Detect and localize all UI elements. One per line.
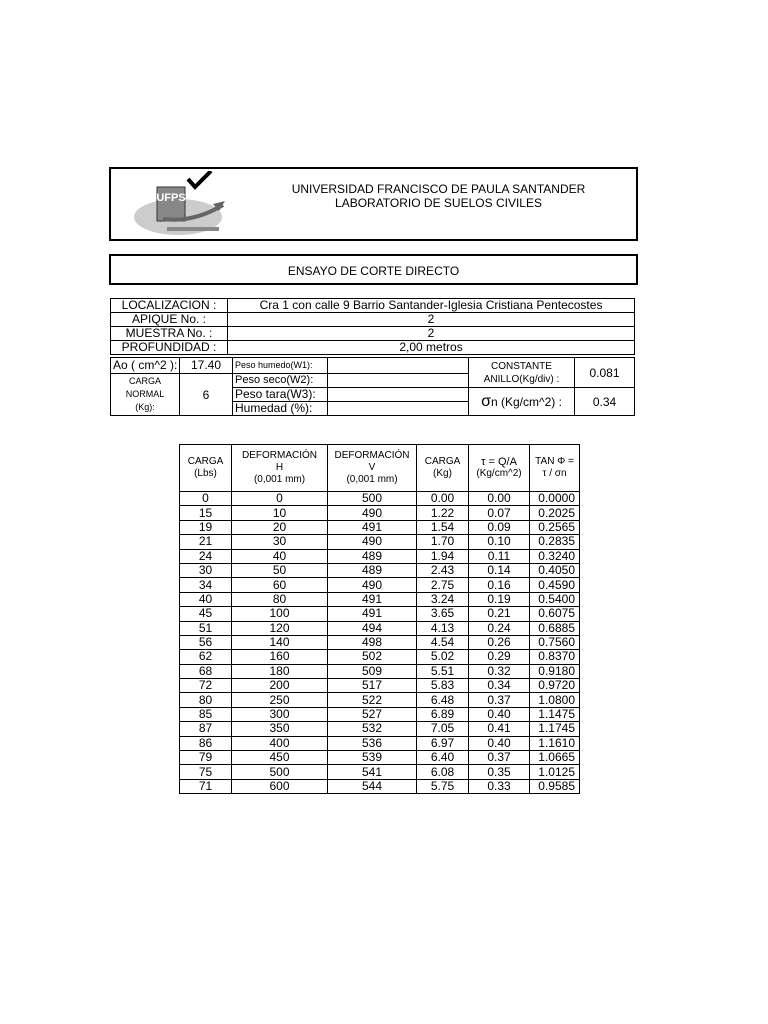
localizacion-label: LOCALIZACION :: [111, 299, 228, 313]
muestra-value: 2: [228, 327, 635, 341]
table-row: [180, 707, 580, 721]
table-cell: 5.51: [417, 664, 469, 678]
peso-seco-value: [328, 374, 469, 388]
table-cell: 0.37: [469, 693, 530, 707]
constante-label-cell: CONSTANTE ANILLO(Kg/div) :: [469, 358, 575, 388]
table-cell: 86: [180, 736, 232, 750]
muestra-label: MUESTRA No. :: [111, 327, 228, 341]
header-carga-lbs: CARGA (Lbs): [180, 445, 232, 492]
table-cell: 0.14: [469, 563, 530, 577]
table-cell: 0.07: [469, 506, 530, 520]
ufps-logo: [133, 171, 233, 237]
table-cell: 502: [328, 650, 417, 664]
table-cell: 0.6075: [530, 607, 580, 621]
table-cell: 350: [232, 722, 328, 736]
table-cell: 6.97: [417, 736, 469, 750]
table-cell: 6.40: [417, 751, 469, 765]
direct-shear-data-table: [179, 444, 580, 794]
table-cell: 19: [180, 520, 232, 534]
table-row: [180, 664, 580, 678]
table-cell: 40: [232, 549, 328, 563]
localizacion-value: Cra 1 con calle 9 Barrio Santander-Iglesia Cristiana Pentecostes: [228, 299, 635, 313]
table-cell: 0.11: [469, 549, 530, 563]
table-row: [180, 621, 580, 635]
table-cell: 62: [180, 650, 232, 664]
table-cell: 491: [328, 607, 417, 621]
table-cell: 2.43: [417, 563, 469, 577]
table-row: [180, 722, 580, 736]
header-deformacion-v: DEFORMACIÓN V (0,001 mm): [328, 445, 417, 492]
table-cell: 489: [328, 563, 417, 577]
table-cell: 200: [232, 679, 328, 693]
table-cell: 0.21: [469, 607, 530, 621]
table-cell: 140: [232, 635, 328, 649]
table-cell: 500: [328, 492, 417, 506]
header-tau: τ = Q/A (Kg/cm^2): [469, 445, 530, 492]
profundidad-value: 2,00 metros: [228, 341, 635, 355]
header-carga-kg: CARGA (Kg): [417, 445, 469, 492]
carga-normal-label: CARGA NORMAL (Kg):: [111, 374, 180, 416]
table-cell: 494: [328, 621, 417, 635]
table-cell: 15: [180, 506, 232, 520]
table-cell: 6.08: [417, 765, 469, 779]
table-cell: 600: [232, 779, 328, 793]
peso-humedo-label-cell: Peso humedo(W1):: [233, 358, 328, 374]
table-cell: 79: [180, 751, 232, 765]
table-cell: 0.26: [469, 635, 530, 649]
table-cell: 0.9180: [530, 664, 580, 678]
table-cell: 0.19: [469, 592, 530, 606]
table-cell: 0.33: [469, 779, 530, 793]
table-cell: 4.54: [417, 635, 469, 649]
table-cell: 0.2835: [530, 535, 580, 549]
apique-value: 2: [228, 313, 635, 327]
table-cell: 0.3240: [530, 549, 580, 563]
sample-info-table-lower: [110, 357, 635, 416]
table-cell: 532: [328, 722, 417, 736]
table-cell: 1.1745: [530, 722, 580, 736]
table-row: [180, 693, 580, 707]
table-cell: 68: [180, 664, 232, 678]
table-body: [180, 492, 580, 794]
carga-normal-value: 6: [180, 374, 233, 416]
table-cell: 300: [232, 707, 328, 721]
table-cell: 0.41: [469, 722, 530, 736]
peso-seco-label: Peso seco(W2):: [233, 374, 328, 388]
table-cell: 10: [232, 506, 328, 520]
sigma-n-value: 0.34: [575, 388, 635, 416]
table-cell: 1.0800: [530, 693, 580, 707]
table-row: [180, 779, 580, 793]
table-cell: 56: [180, 635, 232, 649]
table-cell: 5.75: [417, 779, 469, 793]
table-row: [180, 736, 580, 750]
table-cell: 71: [180, 779, 232, 793]
table-cell: 1.0125: [530, 765, 580, 779]
table-cell: 50: [232, 563, 328, 577]
peso-tara-label: Peso tara(W3):: [233, 388, 328, 402]
table-cell: 4.13: [417, 621, 469, 635]
table-cell: 0.37: [469, 751, 530, 765]
table-cell: 1.22: [417, 506, 469, 520]
table-cell: 45: [180, 607, 232, 621]
table-cell: 450: [232, 751, 328, 765]
header-tan-phi: TAN Φ = τ / σn: [530, 445, 580, 492]
table-cell: 1.94: [417, 549, 469, 563]
table-row: [180, 520, 580, 534]
table-row: [180, 578, 580, 592]
humedad-value: [328, 402, 469, 416]
table-cell: 0.6885: [530, 621, 580, 635]
sigma-n-label: σn (Kg/cm^2) :: [469, 388, 575, 416]
table-cell: 0.32: [469, 664, 530, 678]
table-cell: 0.24: [469, 621, 530, 635]
table-cell: 85: [180, 707, 232, 721]
table-cell: 0.5400: [530, 592, 580, 606]
logo-text: UFPS: [156, 192, 186, 204]
table-cell: 536: [328, 736, 417, 750]
table-cell: 0.16: [469, 578, 530, 592]
table-row: [180, 607, 580, 621]
table-cell: 0.09: [469, 520, 530, 534]
table-cell: 87: [180, 722, 232, 736]
table-cell: 0.29: [469, 650, 530, 664]
table-cell: 0.34: [469, 679, 530, 693]
table-header-row: [180, 445, 580, 492]
table-row: [180, 765, 580, 779]
table-cell: 250: [232, 693, 328, 707]
table-cell: 1.0665: [530, 751, 580, 765]
table-cell: 489: [328, 549, 417, 563]
table-cell: 80: [180, 693, 232, 707]
table-cell: 491: [328, 592, 417, 606]
table-cell: 0.8370: [530, 650, 580, 664]
table-cell: 6.89: [417, 707, 469, 721]
table-cell: 490: [328, 535, 417, 549]
sample-info-table: [110, 298, 635, 355]
table-cell: 0: [232, 492, 328, 506]
table-cell: 0.2025: [530, 506, 580, 520]
table-cell: 1.1610: [530, 736, 580, 750]
table-cell: 541: [328, 765, 417, 779]
table-cell: 7.05: [417, 722, 469, 736]
table-cell: 72: [180, 679, 232, 693]
table-row: [180, 535, 580, 549]
table-cell: 0.40: [469, 736, 530, 750]
table-cell: 0.35: [469, 765, 530, 779]
table-cell: 120: [232, 621, 328, 635]
peso-tara-value: [328, 388, 469, 402]
table-row: [180, 751, 580, 765]
table-cell: 1.54: [417, 520, 469, 534]
humedad-label: Humedad (%):: [233, 402, 328, 416]
test-title: ENSAYO DE CORTE DIRECTO: [287, 264, 460, 278]
table-cell: 5.02: [417, 650, 469, 664]
table-cell: 180: [232, 664, 328, 678]
table-cell: 0.4590: [530, 578, 580, 592]
table-row: [180, 650, 580, 664]
sigma-icon: σ: [481, 392, 491, 410]
table-cell: 30: [180, 563, 232, 577]
table-cell: 0.2565: [530, 520, 580, 534]
table-cell: 0.4050: [530, 563, 580, 577]
constante-value-cell: 0.081: [575, 358, 635, 388]
table-cell: 522: [328, 693, 417, 707]
table-cell: 1.70: [417, 535, 469, 549]
ao-value: 17.40: [180, 358, 233, 374]
peso-humedo-value-cell: [328, 358, 469, 374]
table-cell: 490: [328, 506, 417, 520]
table-cell: 0.40: [469, 707, 530, 721]
table-cell: 21: [180, 535, 232, 549]
table-row: [180, 492, 580, 506]
table-cell: 75: [180, 765, 232, 779]
table-cell: 20: [232, 520, 328, 534]
laboratory-name: LABORATORIO DE SUELOS CIVILES: [335, 196, 542, 210]
table-row: [180, 563, 580, 577]
table-cell: 24: [180, 549, 232, 563]
table-row: [180, 592, 580, 606]
table-cell: 490: [328, 578, 417, 592]
table-cell: 544: [328, 779, 417, 793]
profundidad-label: PROFUNDIDAD :: [111, 341, 228, 355]
table-cell: 0: [180, 492, 232, 506]
table-cell: 0.0000: [530, 492, 580, 506]
table-cell: 6.48: [417, 693, 469, 707]
table-cell: 5.83: [417, 679, 469, 693]
table-cell: 491: [328, 520, 417, 534]
table-cell: 539: [328, 751, 417, 765]
table-cell: 500: [232, 765, 328, 779]
table-row: [180, 506, 580, 520]
table-cell: 34: [180, 578, 232, 592]
table-cell: 1.1475: [530, 707, 580, 721]
table-cell: 0.9720: [530, 679, 580, 693]
header-box: [109, 167, 638, 241]
table-cell: 0.00: [469, 492, 530, 506]
table-cell: 509: [328, 664, 417, 678]
table-cell: 40: [180, 592, 232, 606]
ao-label-cell: Ao ( cm^2 ):: [111, 358, 180, 374]
test-title-box: [109, 254, 638, 285]
table-cell: 100: [232, 607, 328, 621]
table-row: [180, 679, 580, 693]
table-cell: 517: [328, 679, 417, 693]
table-cell: 498: [328, 635, 417, 649]
table-cell: 60: [232, 578, 328, 592]
table-cell: 160: [232, 650, 328, 664]
header-deformacion-h: DEFORMACIÓN H (0,001 mm): [232, 445, 328, 492]
table-row: [180, 635, 580, 649]
table-cell: 3.65: [417, 607, 469, 621]
table-cell: 527: [328, 707, 417, 721]
table-cell: 51: [180, 621, 232, 635]
table-cell: 3.24: [417, 592, 469, 606]
table-cell: 0.9585: [530, 779, 580, 793]
table-cell: 0.10: [469, 535, 530, 549]
table-cell: 80: [232, 592, 328, 606]
apique-label: APIQUE No. :: [111, 313, 228, 327]
table-row: [180, 549, 580, 563]
table-cell: 30: [232, 535, 328, 549]
table-cell: 0.7560: [530, 635, 580, 649]
table-cell: 2.75: [417, 578, 469, 592]
table-cell: 400: [232, 736, 328, 750]
university-name: UNIVERSIDAD FRANCISCO DE PAULA SANTANDER: [291, 182, 586, 196]
table-cell: 0.00: [417, 492, 469, 506]
